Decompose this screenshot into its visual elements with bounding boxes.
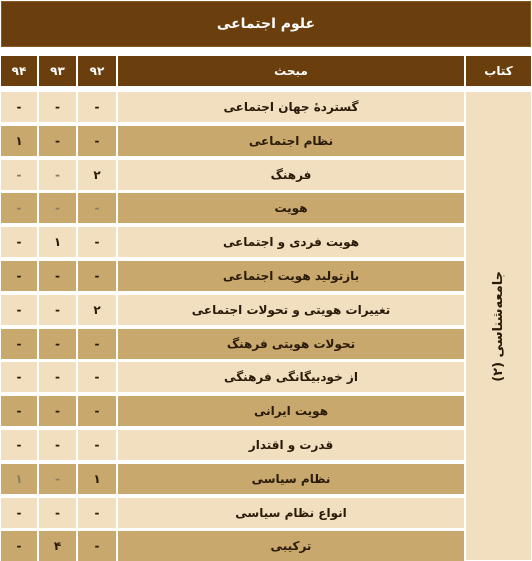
cell-topic: گستردهٔ جهان اجتماعی (118, 92, 464, 122)
cell-y92: - (78, 531, 116, 561)
cell-topic: هویت ایرانی (118, 396, 464, 426)
book-name: جامعه‌شناسی (۲) (491, 270, 506, 382)
cell-y93: - (39, 430, 76, 460)
cell-topic: بازتولید هویت اجتماعی (118, 261, 464, 291)
cell-y92: - (78, 261, 116, 291)
cell-topic: ترکیبی (118, 531, 464, 561)
cell-y93: ۴ (39, 531, 76, 561)
cell-y94: - (1, 396, 37, 426)
cell-y94: - (1, 160, 37, 190)
cell-y94: - (1, 227, 37, 257)
cell-y92: ۲ (78, 160, 116, 190)
cell-y94: - (1, 261, 37, 291)
cell-y94: - (1, 531, 37, 561)
cell-y93: - (39, 193, 76, 223)
cell-y93: - (39, 261, 76, 291)
cell-y93: - (39, 498, 76, 528)
cell-y92: - (78, 430, 116, 460)
cell-topic: قدرت و اقتدار (118, 430, 464, 460)
cell-book (466, 92, 531, 560)
cell-y93: - (39, 396, 76, 426)
cell-y92: - (78, 193, 116, 223)
cell-y93: - (39, 295, 76, 325)
page-title: علوم اجتماعی (1, 1, 531, 47)
cell-topic: از خودبیگانگی فرهنگی (118, 362, 464, 392)
cell-y94: - (1, 498, 37, 528)
cell-y93: - (39, 329, 76, 359)
cell-y93: - (39, 160, 76, 190)
cell-y92: - (78, 362, 116, 392)
cell-y94: ۱ (1, 464, 37, 494)
cell-topic: نظام اجتماعی (118, 126, 464, 156)
cell-y94: - (1, 193, 37, 223)
cell-y93: - (39, 126, 76, 156)
header-y93: ۹۳ (39, 56, 76, 86)
header-y94: ۹۴ (1, 56, 37, 86)
cell-y92: - (78, 396, 116, 426)
cell-y93: - (39, 362, 76, 392)
cell-y93: - (39, 464, 76, 494)
cell-y94: - (1, 329, 37, 359)
cell-y92: - (78, 126, 116, 156)
header-topic: مبحث (118, 56, 464, 86)
cell-topic: نظام سیاسی (118, 464, 464, 494)
cell-y92: - (78, 498, 116, 528)
cell-topic: هویت (118, 193, 464, 223)
cell-y92: - (78, 227, 116, 257)
cell-y94: ۱ (1, 126, 37, 156)
cell-y94: - (1, 92, 37, 122)
header-book: کتاب (466, 56, 531, 86)
cell-topic: انواع نظام سیاسی (118, 498, 464, 528)
cell-topic: تغییرات هویتی و تحولات اجتماعی (118, 295, 464, 325)
cell-y92: - (78, 92, 116, 122)
cell-y92: ۱ (78, 464, 116, 494)
cell-topic: تحولات هویتی فرهنگ (118, 329, 464, 359)
cell-y94: - (1, 430, 37, 460)
cell-y93: ۱ (39, 227, 76, 257)
cell-topic: فرهنگ (118, 160, 464, 190)
cell-y93: - (39, 92, 76, 122)
cell-topic: هویت فردی و اجتماعی (118, 227, 464, 257)
cell-y94: - (1, 295, 37, 325)
cell-y94: - (1, 362, 37, 392)
cell-y92: ۲ (78, 295, 116, 325)
header-y92: ۹۲ (78, 56, 116, 86)
cell-y92: - (78, 329, 116, 359)
